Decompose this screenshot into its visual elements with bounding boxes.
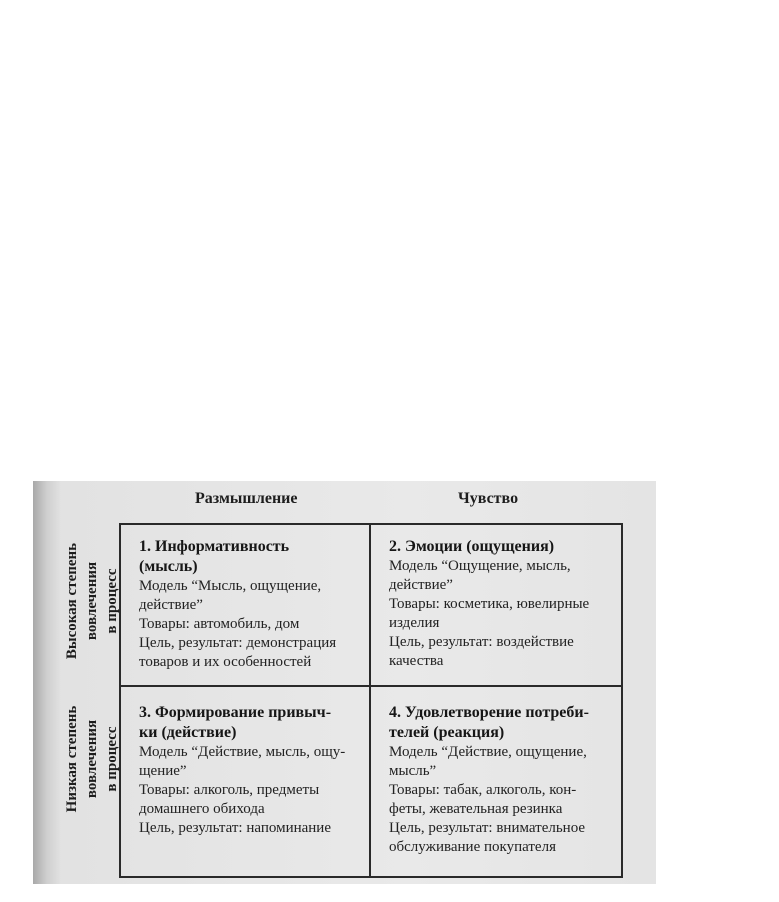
cell-title: (мысль) [139,558,198,575]
cell-title: 4. Удовлетворение потреби- [389,704,589,721]
cell-text: обслуживание покупателя [389,839,556,855]
cell-text: феты, жевательная резинка [389,801,563,817]
cell-informative [139,537,336,672]
cell-satisfaction [389,703,589,857]
scanned-table-image [33,481,656,884]
cell-title: 1. Информативность [139,538,290,555]
row-header-line: Низкая степень [64,705,80,813]
cell-title: телей (реакция) [389,724,505,741]
row-header-line: Высокая степень [64,542,80,660]
cell-text: Модель “Мысль, ощущение, [139,578,322,594]
cell-text: действие” [139,597,203,613]
cell-emotions [389,537,589,671]
matrix-table [119,523,623,878]
cell-text: Товары: косметика, ювелирные [389,596,590,612]
cell-title: 2. Эмоции (ощущения) [389,538,555,555]
cell-title: ки (действие) [139,724,237,741]
cell-text: изделия [389,615,440,631]
cell-title: 3. Формирование привыч- [139,704,332,721]
column-header-feeling: Чувство [458,490,519,507]
cell-text: Цель, результат: демонстрация [139,635,337,651]
cell-text: Модель “Ощущение, мысль, [389,558,571,574]
cell-text: товаров и их особенностей [139,654,312,670]
cell-text: действие” [389,577,453,593]
row-header-line: вовлечения [84,719,100,799]
cell-text: качества [389,653,444,669]
cell-text: Цель, результат: воздействие [389,634,574,650]
cell-text: Цель, результат: напоминание [139,820,331,836]
cell-text: Цель, результат: внимательное [389,820,586,836]
row-header-line: вовлечения [84,561,100,641]
divider-vertical [369,525,371,876]
cell-text: щение” [139,763,187,779]
column-header-thinking: Размышление [195,490,298,507]
divider-horizontal [121,685,621,687]
cell-text: Модель “Действие, мысль, ощу- [139,744,346,760]
cell-text: Модель “Действие, ощущение, [389,744,587,760]
row-header-line: в процесс [104,568,120,634]
cell-text: Товары: алкоголь, предметы [139,782,320,798]
cell-text: домашнего обихода [139,801,265,817]
cell-habit [139,703,345,838]
row-header-line: в процесс [104,726,120,792]
cell-text: Товары: автомобиль, дом [139,616,300,632]
cell-text: мысль” [389,763,437,779]
cell-text: Товары: табак, алкоголь, кон- [389,782,577,798]
